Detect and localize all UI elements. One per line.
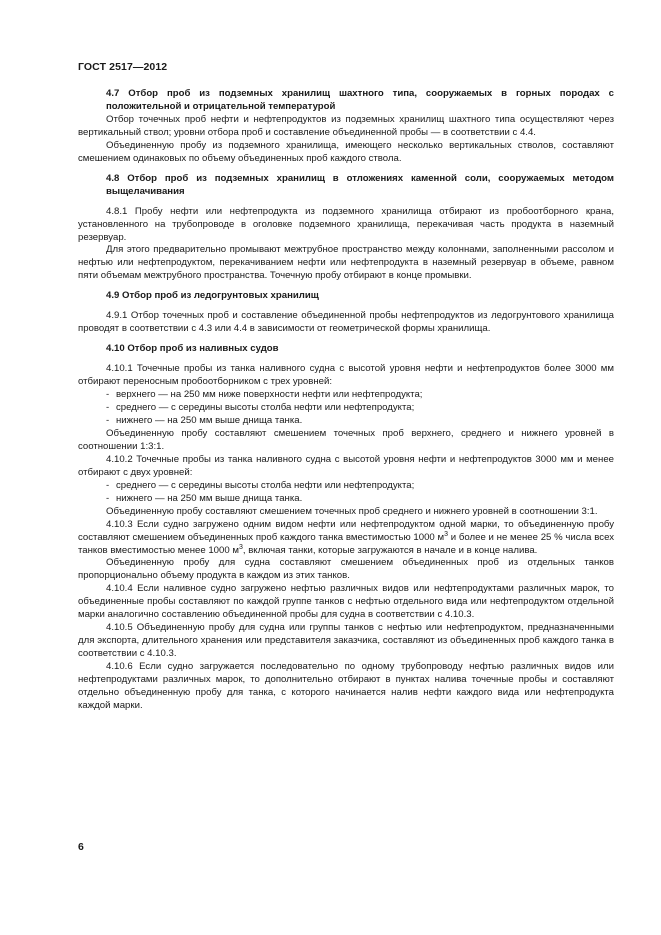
section-heading-4-9: 4.9 Отбор проб из ледогрунтовых хранилищ xyxy=(106,290,319,302)
section-heading-4-10: 4.10 Отбор проб из наливных судов xyxy=(106,343,279,355)
section-heading-4-7: 4.7 Отбор проб из подземных хранилищ шахтного типа, сооружаемых в горных породах с положительной и отрицательной температурой xyxy=(106,88,614,112)
document-body xyxy=(78,88,614,713)
list-item: - нижнего — на 250 мм выше днища танка. xyxy=(106,492,303,504)
paragraph: 4.10.3 Если судно загружено одним видом нефти или нефтепродуктом одной марки, то объединенную пробу составляют смешением объединенных проб каждого танка вместимостью 1000 $м^3$ и более и не менее 25 % числа всех танков вместимостью менее 1000 $м^3$, включая танки, которые загружаются в начале и в конце налива. xyxy=(78,518,614,556)
paragraph: 4.10.1 Точечные пробы из танка наливного судна с высотой уровня нефти и нефтепродуктов более 3000 мм отбирают переносным пробоотборником с трех уровней: xyxy=(78,363,614,388)
list-item: - среднего — с середины высоты столба нефти или нефтепродукта; xyxy=(106,402,415,414)
paragraph: Отбор точечных проб нефти и нефтепродуктов из подземных хранилищ шахтного типа осуществляют через вертикальный ствол; уровни отбора проб и составление объединенной пробы — в соответствии с 4.4. xyxy=(78,113,614,138)
paragraph: Для этого предварительно промывают межтрубное пространство между колоннами, заполненными рассолом и нефтью или нефтепродуктом, перекачиванием нефти или нефтепродукта в наземный резервуар в объеме, равном пяти объемам межтрубного пространства. Точечную пробу отбирают в конце промывки. xyxy=(78,244,614,282)
list-item: - нижнего — на 250 мм выше днища танка. xyxy=(106,414,303,426)
paragraph: 4.10.6 Если судно загружается последовательно по одному трубопроводу нефтью различных видов или нефтепродуктами различных марок, то дополнительно отбирают в пунктах налива точечные пробы и составляют отдельно объединенную пробу для танка, с которого начинается налив нефти каждого вида или нефтепродукта каждой марки. xyxy=(78,661,614,711)
paragraph: 4.10.4 Если наливное судно загружено нефтью различных видов или нефтепродуктами различных марок, то объединенные пробы составляют по каждой группе танков с нефтью отдельного вида или нефтепродуктом отдельной марки аналогично составлению объединенной пробы для судна в соответствии с 4.10.3. xyxy=(78,583,614,621)
standard-header: ГОСТ 2517—2012 xyxy=(78,61,168,73)
list-item: - верхнего — на 250 мм ниже поверхности нефти или нефтепродукта; xyxy=(106,389,423,401)
paragraph: Объединенную пробу составляют смешением точечных проб верхнего, среднего и нижнего уровней в соотношении 1:3:1. xyxy=(78,427,614,452)
section-heading-4-8: 4.8 Отбор проб из подземных хранилищ в отложениях каменной соли, сооружаемых методом выщелачивания xyxy=(106,172,614,197)
paragraph: Объединенную пробу из подземного хранилища, имеющего несколько вертикальных стволов, составляют смешением одинаковых по объему объединенных проб каждого ствола. xyxy=(78,139,614,164)
list-item: - среднего — с середины высоты столба нефти или нефтепродукта; xyxy=(106,479,415,491)
paragraph: 4.10.2 Точечные пробы из танка наливного судна с высотой уровня нефти и нефтепродуктов 3000 мм и менее отбирают с двух уровней: xyxy=(78,453,614,478)
page-number: 6 xyxy=(78,841,84,853)
paragraph: 4.10.5 Объединенную пробу для судна или группы танков с нефтью или нефтепродуктом, предназначенными для экспорта, длительного хранения или представителя заказчика, составляют из объединенных проб каждого танка в соответствии с 4.10.3. xyxy=(78,622,614,660)
paragraph: 4.9.1 Отбор точечных проб и составление объединенной пробы нефтепродуктов из ледогрунтового хранилища проводят в соответствии с 4.3 или 4.4 в зависимости от геометрической формы хранилища. xyxy=(78,310,614,335)
paragraph: Объединенную пробу составляют смешением точечных проб среднего и нижнего уровней в соотношении 3:1. xyxy=(106,505,598,517)
paragraph: Объединенную пробу для судна составляют смешением объединенных проб из отдельных танков пропорционально объему продукта в каждом из этих танков. xyxy=(78,557,614,582)
paragraph: 4.8.1 Пробу нефти или нефтепродукта из подземного хранилища отбирают из пробоотборного крана, установленного на трубопроводе в оголовке подземного хранилища, перекачивая часть продукта в наземный резервуар. xyxy=(78,205,614,243)
